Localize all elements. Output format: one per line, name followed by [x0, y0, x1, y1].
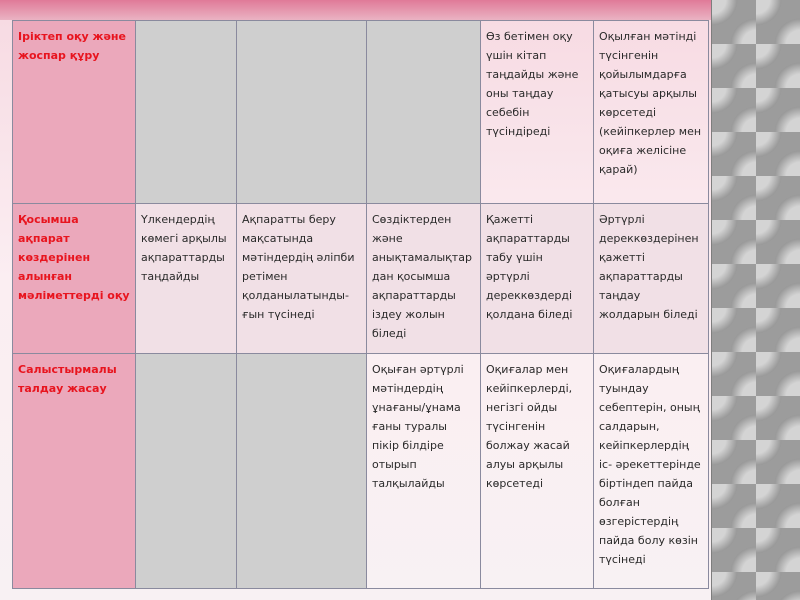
row-heading-cell: Іріктеп оқу және жоспар құру	[13, 21, 136, 204]
table-cell: Оқиғалар мен кейіпкерлерді, негізгі ойды түсінгенін болжау жасай алуы арқылы көрсетеді	[481, 354, 594, 589]
decorative-side-pattern	[711, 0, 800, 600]
curriculum-table	[12, 20, 709, 589]
table-cell: Ақпаратты беру мақсатында мәтіндердің әліпби ретімен қолданылатынды-ғын түсінеді	[237, 204, 367, 354]
table-row	[13, 21, 709, 204]
table-cell: Үлкендердің көмегі арқылы ақпараттарды таңдайды	[136, 204, 237, 354]
table-cell	[136, 21, 237, 204]
table-cell	[237, 354, 367, 589]
table-cell	[237, 21, 367, 204]
row-heading-cell: Салыстырмалы талдау жасау	[13, 354, 136, 589]
table-row	[13, 204, 709, 354]
table-cell: Өз бетімен оқу үшін кітап таңдайды және оны таңдау себебін түсіндіреді	[481, 21, 594, 204]
table-row	[13, 354, 709, 589]
row-heading-cell: Қосымша ақпарат көздерінен алынған мәліметтерді оқу	[13, 204, 136, 354]
table-cell: Оқиғалардың туындау себептерін, оның салдарын, кейіпкерлердің іс- әрекеттерінде біртіндеп пайда болған өзгерістердің пайда болу көзін түсінеді	[594, 354, 709, 589]
table-cell: Оқылған мәтінді түсінгенін қойылымдарға қатысуы арқылы көрсетеді (кейіпкерлер мен оқиға желісіне қарай)	[594, 21, 709, 204]
table-cell: Әртүрлі дереккөздерінен қажетті ақпараттарды таңдау жолдарын біледі	[594, 204, 709, 354]
table-cell	[367, 21, 481, 204]
slide-top-band	[0, 0, 712, 20]
table-cell: Сөздіктерден және анықтамалықтар дан қосымша ақпараттарды іздеу жолын біледі	[367, 204, 481, 354]
table-cell: Қажетті ақпараттарды табу үшін әртүрлі дереккөздерді қолдана біледі	[481, 204, 594, 354]
table-cell: Оқыған әртүрлі мәтіндердің ұнағаны/ұнама ғаны туралы пікір білдіре отырып талқылайды	[367, 354, 481, 589]
table-cell	[136, 354, 237, 589]
